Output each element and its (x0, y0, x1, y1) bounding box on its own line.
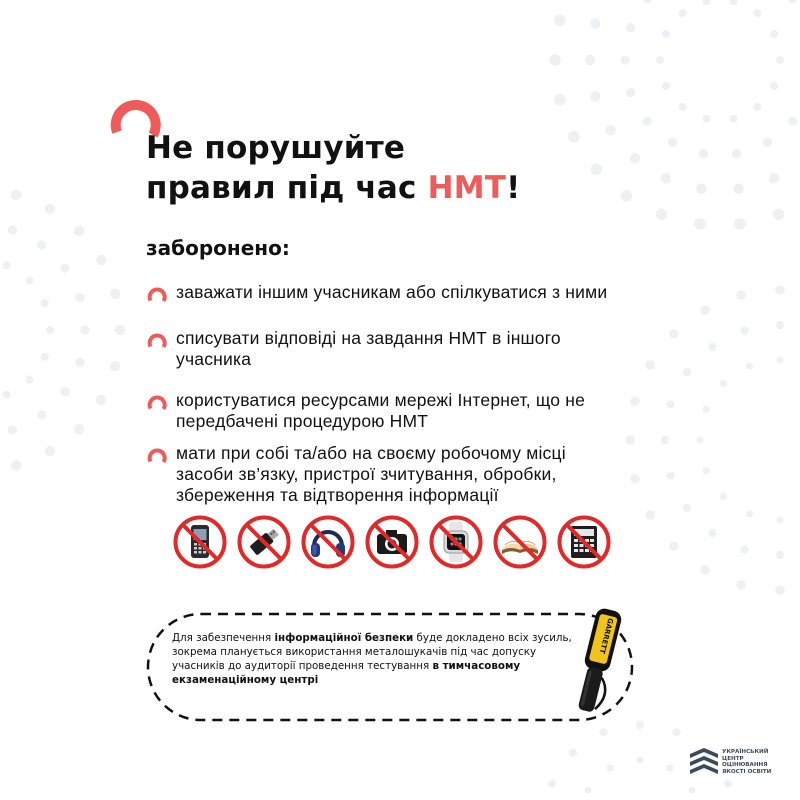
background-dot (630, 397, 639, 406)
metal-detector-wand-icon (560, 604, 632, 724)
rule-item (146, 328, 626, 370)
background-dot (708, 529, 716, 537)
background-dot (668, 138, 677, 147)
organization-name: УКРАЇНСЬКИЙ ЦЕНТР ОЦІНЮВАННЯ ЯКОСТІ ОСВІТИ (722, 749, 772, 775)
background-dot (548, 780, 556, 788)
rule-item (146, 443, 626, 506)
background-dot (600, 728, 608, 736)
background-dot (777, 357, 784, 364)
background-dot (656, 56, 664, 64)
background-dot (679, 103, 687, 111)
background-dot (630, 153, 640, 163)
notice-text-part: буде докладено всіх зусиль, зокрема планується використання металошукачів під час допуску учасників до аудиторії проведення тестування (172, 632, 572, 672)
background-dot (590, 18, 600, 28)
background-dot (115, 325, 125, 335)
background-dot (740, 545, 748, 553)
background-dot (773, 209, 785, 221)
no-camera-icon (364, 514, 420, 570)
no-calculator-icon (556, 514, 612, 570)
background-dot (699, 149, 708, 158)
title-line-2-prefix: правил під час (146, 170, 428, 206)
notice-text-part: Для забезпечення (172, 632, 275, 644)
background-dot (683, 368, 691, 376)
background-dot (645, 360, 654, 369)
no-usb-drive-icon (236, 514, 292, 570)
background-dot (636, 721, 644, 729)
background-dot (3, 391, 11, 399)
background-dot (37, 410, 46, 419)
background-dot (776, 56, 784, 64)
background-dot (45, 204, 55, 214)
background-dot (661, 436, 669, 444)
background-dot (672, 728, 680, 736)
background-dot (554, 15, 566, 27)
background-dot (26, 376, 34, 384)
no-smartwatch-icon (428, 514, 484, 570)
background-dot (689, 787, 696, 794)
no-headphones-icon (300, 514, 356, 570)
background-dot (75, 293, 84, 302)
notice-text (172, 631, 572, 687)
title-accent-nmt: НМТ (427, 170, 507, 206)
background-dot (110, 289, 120, 299)
background-dot (700, 565, 709, 574)
background-dot (746, 510, 753, 517)
background-dot (732, 149, 741, 158)
background-dot (769, 173, 779, 183)
background-dot (776, 551, 784, 559)
background-dot (45, 446, 55, 456)
ucoyo-logo-icon (688, 746, 720, 782)
rule-item (146, 282, 626, 307)
background-dot (734, 218, 746, 230)
bullet-arc-icon (146, 331, 168, 353)
rule-item (146, 390, 626, 432)
background-dot (733, 184, 743, 194)
background-dot (740, 327, 748, 335)
title-line-2-suffix: ! (506, 170, 521, 206)
background-dot (621, 190, 633, 202)
background-dot (626, 23, 635, 32)
background-dot (753, 9, 761, 17)
background-dot (729, 115, 737, 123)
background-dot (75, 358, 84, 367)
title-line-1: Не порушуйте (146, 130, 406, 166)
background-dot (700, 305, 709, 314)
background-dot (656, 209, 668, 221)
background-dot (697, 437, 704, 444)
background-dot (110, 361, 120, 371)
background-dot (74, 226, 84, 236)
background-dot (662, 30, 670, 38)
background-dot (661, 173, 671, 183)
background-dot (585, 787, 592, 794)
background-dot (720, 493, 727, 500)
background-dot (590, 91, 600, 101)
bullet-arc-icon (146, 446, 168, 468)
background-dot (585, 55, 595, 65)
background-dot (630, 474, 639, 483)
background-dot (41, 299, 49, 307)
background-dot (679, 9, 687, 17)
background-dot (703, 115, 711, 123)
background-dot (696, 184, 706, 194)
background-dot (625, 435, 634, 444)
background-dot (777, 517, 784, 524)
background-dot (60, 264, 69, 273)
background-dot (96, 395, 106, 405)
detector-brand-label: GARRETT (597, 617, 615, 655)
background-dot (669, 541, 678, 550)
background-dot (607, 765, 614, 772)
prohibited-items-row (172, 514, 612, 574)
background-dot (775, 285, 784, 294)
notice-bold-info-security: інформаційної безпеки (274, 632, 414, 644)
background-dot (26, 277, 34, 285)
background-dot (708, 343, 716, 351)
background-dot (643, 117, 652, 126)
forbidden-heading: заборонено: (146, 236, 290, 260)
no-books-icon (492, 514, 548, 570)
background-dot (605, 125, 615, 135)
background-dot (770, 82, 778, 90)
background-dot (80, 325, 89, 334)
background-dot (620, 55, 629, 64)
background-dot (737, 290, 746, 299)
background-dot (549, 54, 561, 66)
no-phone-icon (172, 514, 228, 570)
background-dot (662, 82, 670, 90)
background-dot (763, 138, 772, 147)
organization-logo (688, 746, 788, 786)
background-dot (703, 0, 711, 6)
background-dot (788, 0, 797, 4)
background-dot (46, 326, 54, 334)
rule-text: мати при собі та/або на своєму робочому місці засоби зв’язку, пристрої зчитування, обробки, збереження та відтворення інформації (176, 443, 566, 505)
rule-text: списувати відповіді на завдання НМТ в іншого учасника (176, 328, 561, 369)
background-dot (11, 190, 21, 200)
bullet-arc-icon (146, 285, 168, 307)
background-dot (96, 255, 106, 265)
background-dot (720, 380, 727, 387)
background-dot (569, 749, 577, 757)
rule-text: користуватися ресурсами мережі Інтернет, що не передбачені процедурою НМТ (176, 390, 586, 431)
background-dot (60, 387, 69, 396)
notice-bold-temp-center: в тимчасовому екзаменаційному центрі (172, 660, 521, 686)
background-dot (737, 580, 746, 589)
background-dot (3, 261, 11, 269)
background-dot (770, 30, 778, 38)
background-dot (626, 88, 635, 97)
background-dot (667, 471, 675, 479)
background-dot (637, 757, 644, 764)
background-dot (37, 241, 46, 250)
background-dot (753, 103, 761, 111)
background-dot (669, 329, 678, 338)
background-dot (788, 117, 797, 126)
background-dot (41, 353, 49, 361)
background-dot (694, 218, 706, 230)
page-title (146, 128, 521, 208)
background-dot (746, 363, 753, 370)
background-dot (645, 510, 654, 519)
background-dot (776, 321, 784, 329)
rule-text: заважати іншим учасникам або спілкуватися з ними (176, 282, 608, 302)
background-dot (8, 425, 17, 434)
background-dot (667, 765, 674, 772)
background-dot (554, 94, 566, 106)
background-dot (683, 504, 691, 512)
background-dot (667, 400, 675, 408)
background-dot (568, 131, 580, 143)
background-dot (8, 226, 17, 235)
background-dot (643, 0, 652, 4)
background-dot (703, 406, 710, 413)
background-dot (11, 460, 21, 470)
background-dot (703, 467, 710, 474)
background-dot (74, 424, 84, 434)
background-dot (591, 164, 603, 176)
background-dot (729, 0, 737, 6)
background-dot (775, 585, 784, 594)
bullet-arc-icon (146, 393, 168, 415)
